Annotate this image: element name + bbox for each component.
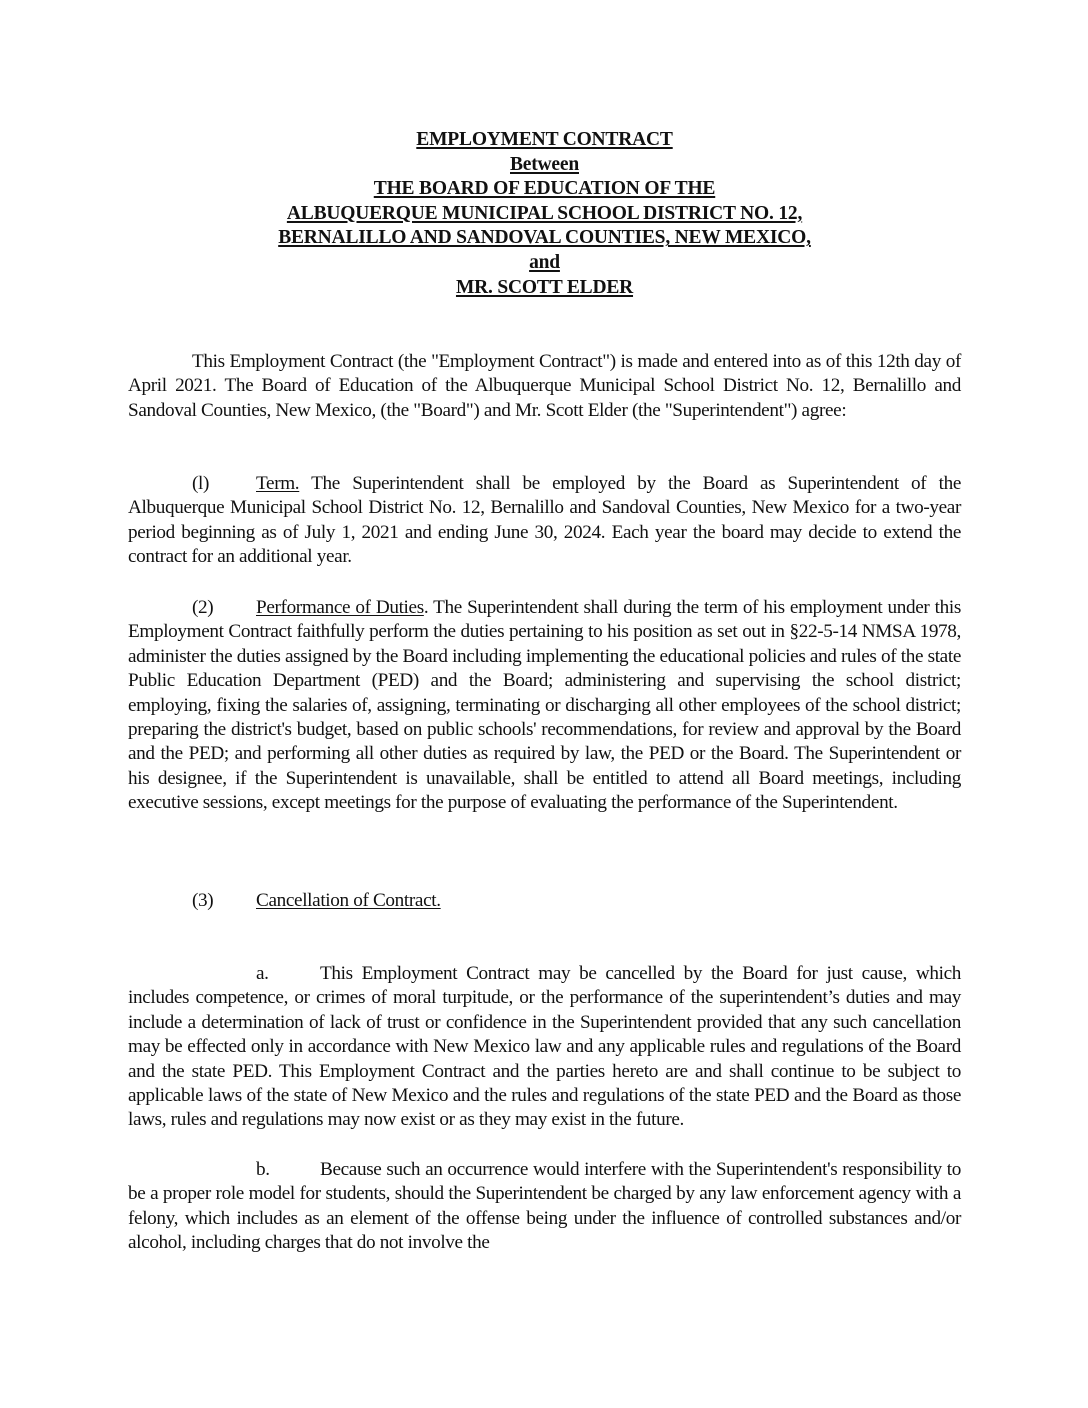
subsection-a: [128, 962, 961, 1133]
title-line: ALBUQUERQUE MUNICIPAL SCHOOL DISTRICT NO. 12,: [286, 202, 803, 224]
section-heading: Cancellation of Contract.: [256, 890, 441, 911]
contract-title: [128, 128, 961, 300]
section-text: The Superintendent shall be employed by the Board as Superintendent of the Albuquerque Municipal School District No. 12, Bernalillo and Sandoval Counties, New Mexico for a two-year period beginning as of July 1, 2021 and ending June 30, 2024. Each year the board may decide to extend the contract for an additional year.: [128, 473, 961, 568]
title-line: BERNALILLO AND SANDOVAL COUNTIES, NEW MEXICO,: [278, 227, 811, 249]
section-heading: Performance of Duties: [256, 597, 424, 618]
subsection-text: Because such an occurrence would interfere with the Superintendent's responsibility to be a proper role model for students, should the Superintendent be charged by any law enforcement agency with a felony, which includes as an element of the offense being under the influence of controlled substances and/or alcohol, including charges that do not involve the: [128, 1159, 961, 1254]
title-line: EMPLOYMENT CONTRACT: [416, 129, 673, 150]
section-performance-of-duties: [128, 596, 961, 816]
section-number: (l): [192, 473, 210, 494]
section-cancellation-heading: [128, 889, 961, 913]
subsection-letter: b.: [256, 1159, 270, 1180]
title-line: THE BOARD OF EDUCATION OF THE: [373, 178, 716, 200]
section-heading: Term.: [256, 473, 300, 494]
subsection-text: This Employment Contract may be cancelled by the Board for just cause, which includes competence, or crimes of moral turpitude, or the performance of the superintendent’s duties and may include a determination of lack of trust or confidence in the Superintendent provided that any such cancellation may be effected only in accordance with New Mexico law and any applicable rules and regulations of the Board and the state PED. This Employment Contract and the parties hereto are and shall continue to be subject to applicable laws of the state of New Mexico and the rules and regulations of the state PED and the Board as those laws, rules and regulations may now exist or as they may exist in the future.: [128, 963, 961, 1131]
section-text: . The Superintendent shall during the term of his employment under this Employment Contract faithfully perform the duties pertaining to his position as set out in §22-5-14 NMSA 1978, administer the duties assigned by the Board including implementing the educational policies and rules of the state Public Education Department (PED) and the Board; administering and supervising the school district; employing, fixing the salaries of, assigning, terminating or discharging all other employees of the school district; preparing the district's budget, based on public schools' recommendations, for review and approval by the Board and the PED; and performing all other duties as required by law, the PED or the Board. The Superintendent or his designee, if the Superintendent is unavailable, shall be entitled to attend all Board meetings, including executive sessions, except meetings for the purpose of evaluating the performance of the Superintendent.: [128, 597, 961, 814]
title-line: Between: [510, 153, 579, 175]
title-line: MR. SCOTT ELDER: [455, 276, 634, 298]
document-page: [128, 128, 961, 1254]
subsection-letter: a.: [256, 963, 269, 984]
intro-paragraph: This Employment Contract (the "Employment Contract") is made and entered into as of this 12th day of April 2021. The Board of Education of the Albuquerque Municipal School District No. 12, Bernalillo and Sandoval Counties, New Mexico, (the "Board") and Mr. Scott Elder (the "Superintendent") agree:: [128, 351, 961, 421]
section-number: (2): [192, 597, 214, 618]
title-line: and: [529, 251, 560, 273]
section-number: (3): [192, 890, 214, 911]
section-term: [128, 472, 961, 570]
subsection-b: [128, 1158, 961, 1256]
